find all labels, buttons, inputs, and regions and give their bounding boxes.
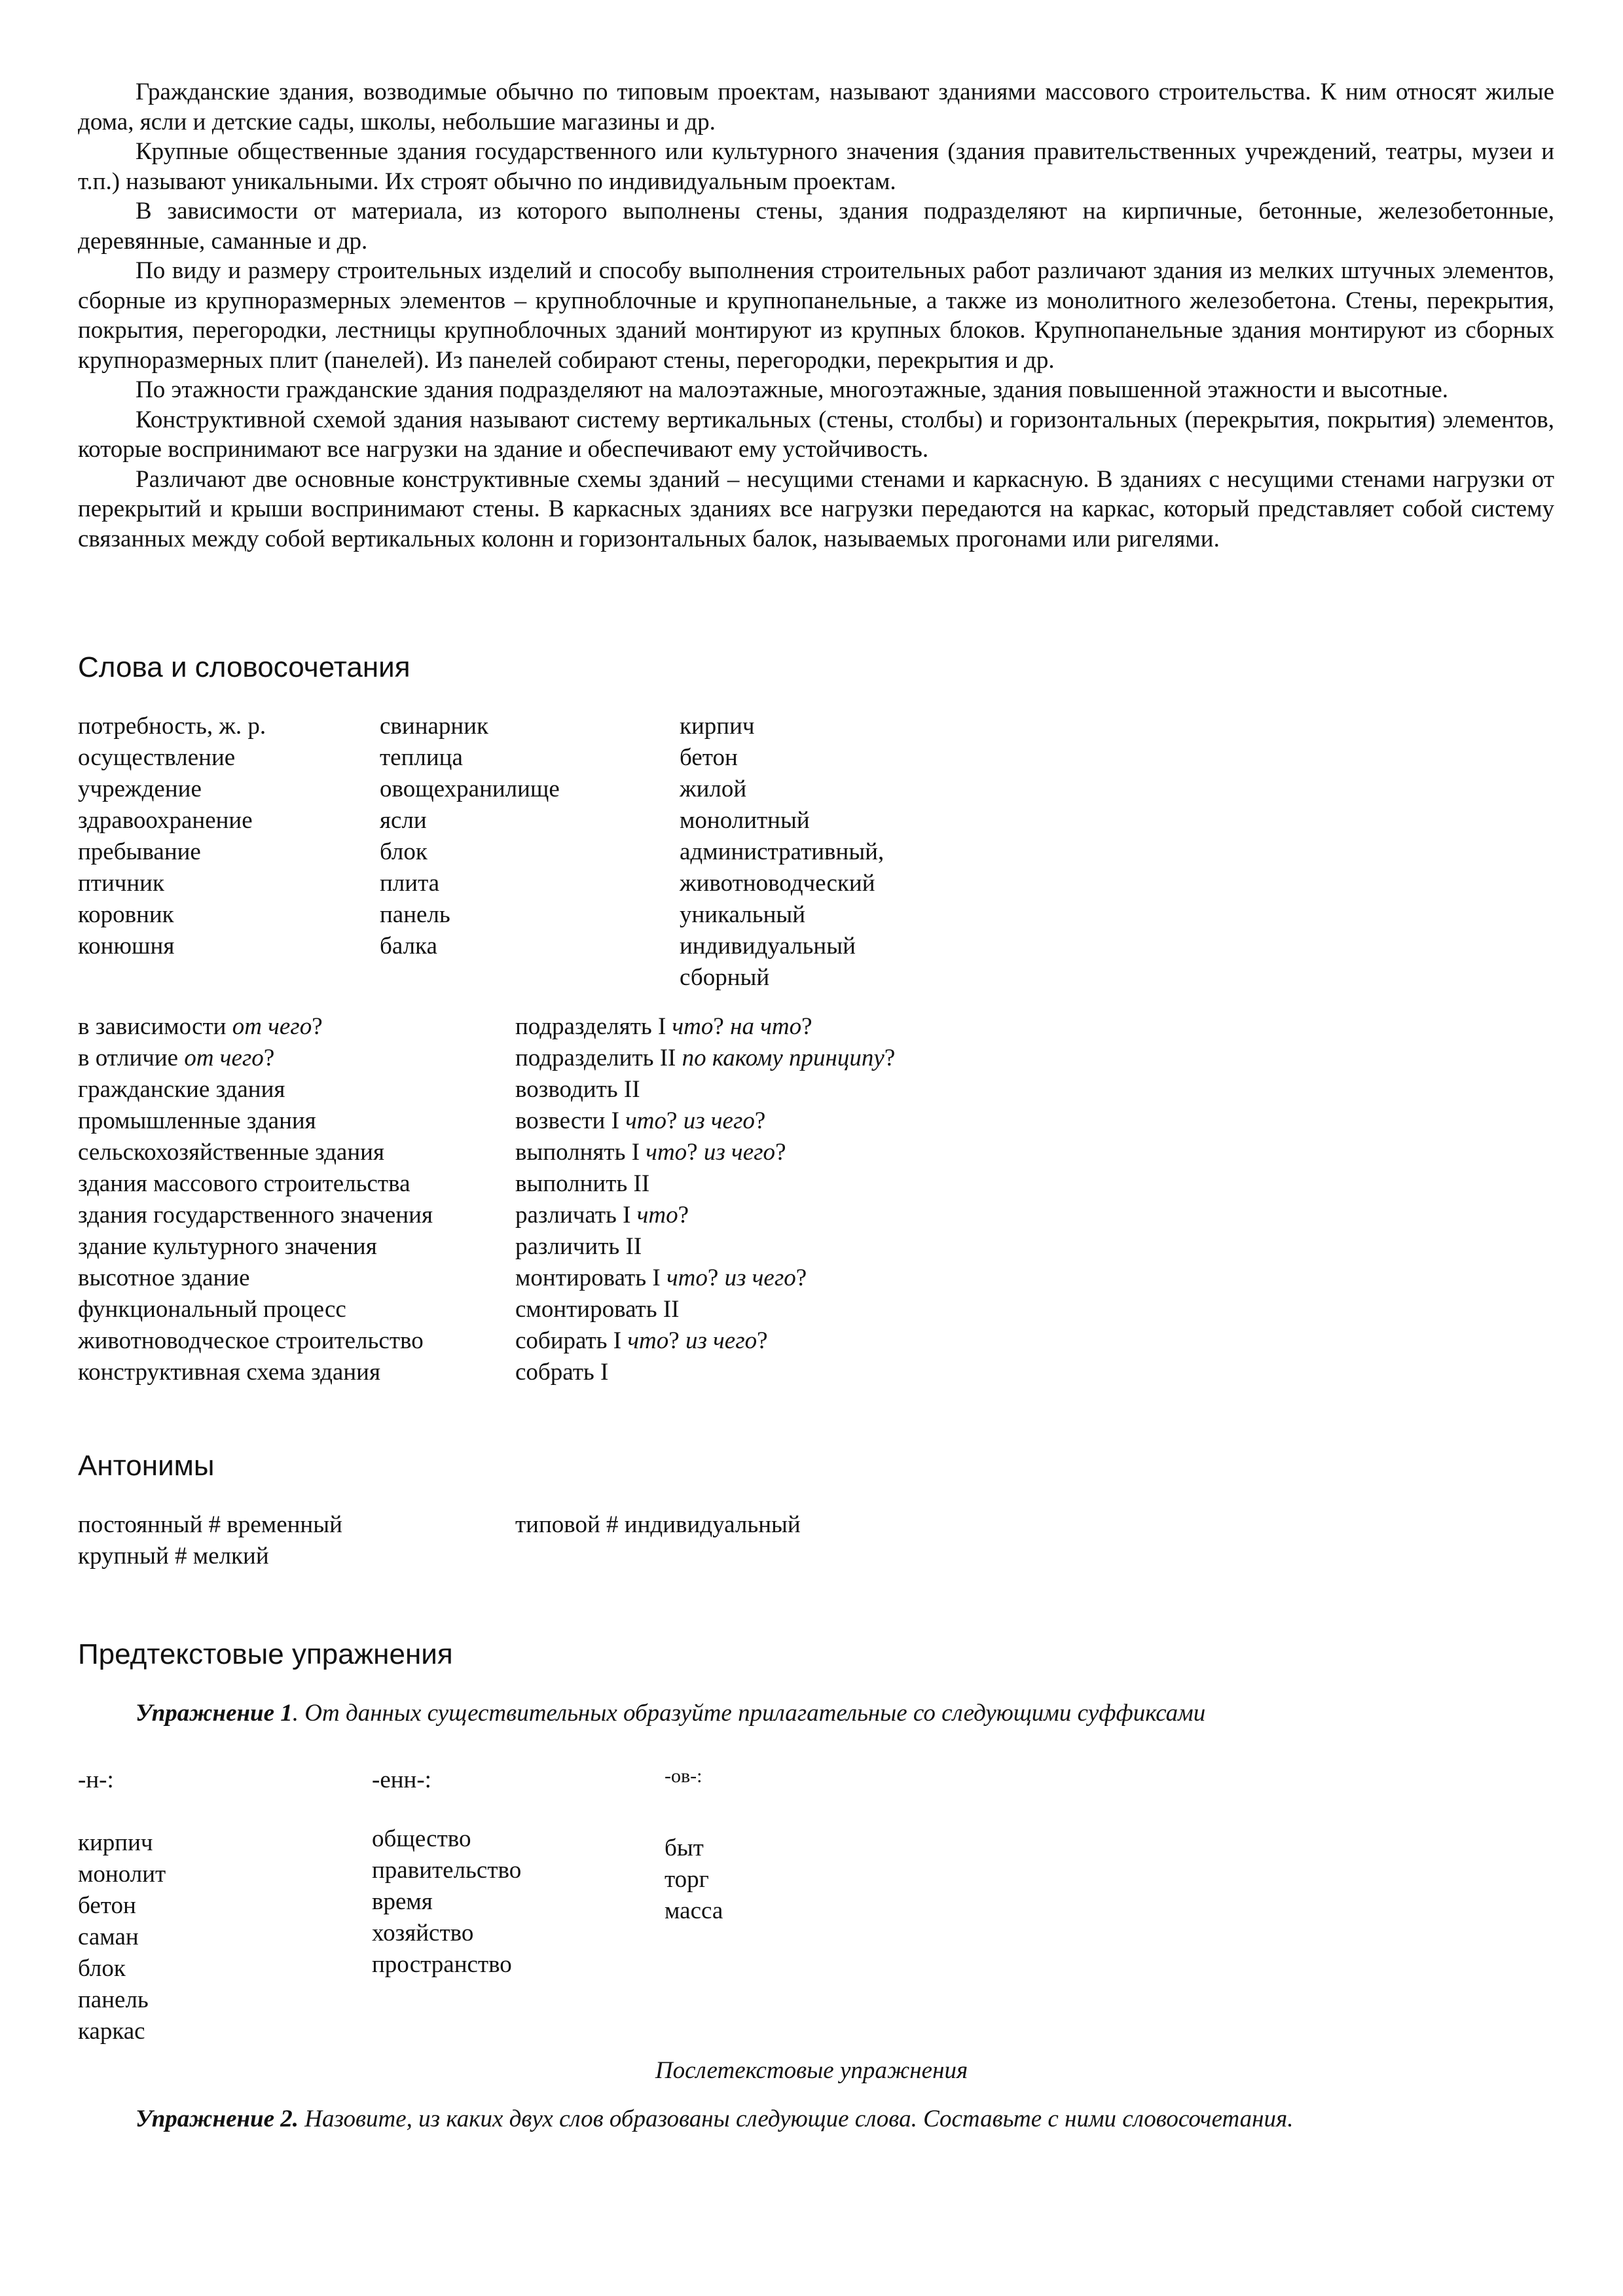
exercise-word: быт xyxy=(665,1835,704,1861)
vocab-word: пребывание xyxy=(78,838,201,865)
vocab-word: жилой xyxy=(680,776,747,802)
exercise-word: масса xyxy=(665,1897,723,1924)
verb-entry: выполнять I что? из чего? xyxy=(515,1139,786,1166)
words-n-column xyxy=(78,1827,166,2047)
vocab-word: конюшня xyxy=(78,933,175,960)
exercise-word: время xyxy=(372,1888,433,1915)
antonyms-left xyxy=(78,1509,342,1572)
vocab-word: уникальный xyxy=(680,901,806,928)
phrase: здания государственного значения xyxy=(78,1202,433,1229)
paragraph: Различают две основные конструктивные схемы зданий – несущими стенами и каркасную. В зданиях с несущими стенами нагрузки от перекрытий и крыши воспринимают стены. В каркасных зданиях все нагрузки передаются на каркас, который представляет собой систему связанных между собой вертикальных колонн и горизонтальных балок, называемых прогонами или ригелями. xyxy=(78,465,1554,552)
phrase: сельскохозяйственные здания xyxy=(78,1139,384,1166)
phrase: здания массового строительства xyxy=(78,1170,410,1197)
exercise-2-title: Упражнение 2. Назовите, из каких двух слов образованы следующие слова. Составьте с ними словосочетания. xyxy=(136,2106,1294,2132)
exercise-word: хозяйство xyxy=(372,1920,474,1946)
phrase: в отличие от чего? xyxy=(78,1045,275,1071)
verb-entry: возводить II xyxy=(515,1076,640,1103)
paragraph: Крупные общественные здания государственного или культурного значения (здания правительственных учреждений, театры, музеи и т.п.) называют уникальными. Их строят обычно по индивидуальным проектам. xyxy=(78,138,1554,195)
verb-entry: различать I что? xyxy=(515,1202,689,1229)
words-ov-column xyxy=(665,1833,723,1927)
phrase: гражданские здания xyxy=(78,1076,285,1103)
antonyms-heading: Антонимы xyxy=(78,1450,215,1482)
verb-entry: собрать I xyxy=(515,1359,609,1386)
verb-entry: смонтировать II xyxy=(515,1296,680,1323)
paragraph: Гражданские здания, возводимые обычно по типовым проектам, называют зданиями массового строительства. К ним относят жилые дома, ясли и детские сады, школы, небольшие магазины и др. xyxy=(78,79,1554,135)
verb-entry: выполнить II xyxy=(515,1170,650,1197)
suffix-ov: -ов-: xyxy=(665,1765,702,1787)
verb-entry: подразделять I что? на что? xyxy=(515,1013,812,1040)
exercise-word: торг xyxy=(665,1866,709,1893)
vocab-word: здравоохранение xyxy=(78,807,253,834)
phrases-right-column xyxy=(515,1011,895,1388)
vocab-word: осуществление xyxy=(78,744,236,771)
antonym-pair: постоянный # временный xyxy=(78,1511,342,1538)
vocab-word: бетон xyxy=(680,744,738,771)
exercise-word: панель xyxy=(78,1986,149,2013)
vocab-word: свинарник xyxy=(380,713,488,740)
exercise-word: блок xyxy=(78,1955,126,1982)
verb-entry: возвести I что? из чего? xyxy=(515,1107,766,1134)
vocab-word: плита xyxy=(380,870,440,897)
vocab-word: панель xyxy=(380,901,450,928)
antonyms-right xyxy=(515,1509,801,1541)
phrase: функциональный процесс xyxy=(78,1296,346,1323)
vocab-word: блок xyxy=(380,838,428,865)
vocab-column-2 xyxy=(380,711,560,962)
verb-entry: различить II xyxy=(515,1233,642,1260)
exercise-word: саман xyxy=(78,1924,139,1950)
pretext-heading: Предтекстовые упражнения xyxy=(78,1638,453,1670)
vocab-word: кирпич xyxy=(680,713,755,740)
verb-entry: подразделить II по какому принципу? xyxy=(515,1045,896,1071)
antonym-pair: крупный # мелкий xyxy=(78,1543,269,1570)
vocab-word: ясли xyxy=(380,807,427,834)
exercise-word: бетон xyxy=(78,1892,136,1919)
vocab-heading: Слова и словосочетания xyxy=(78,651,410,683)
exercise-word: монолит xyxy=(78,1861,166,1888)
vocab-word: коровник xyxy=(78,901,174,928)
vocab-word: теплица xyxy=(380,744,463,771)
verb-entry: монтировать I что? из чего? xyxy=(515,1265,807,1291)
vocab-word: учреждение xyxy=(78,776,202,802)
phrase: конструктивная схема здания xyxy=(78,1359,380,1386)
vocab-word: административный, xyxy=(680,838,884,865)
exercise-1-title: Упражнение 1. От данных существительных образуйте прилагательные со следующими суффиксами xyxy=(136,1700,1206,1727)
paragraph: В зависимости от материала, из которого выполнены стены, здания подразделяют на кирпичные, бетонные, железобетонные, деревянные, саманные и др. xyxy=(78,198,1554,255)
phrase: животноводческое строительство xyxy=(78,1327,424,1354)
vocab-word: потребность, ж. р. xyxy=(78,713,266,740)
posttext-heading: Послетекстовые упражнения xyxy=(655,2057,968,2084)
suffix-enn: -енн-: xyxy=(372,1767,431,1793)
phrase: высотное здание xyxy=(78,1265,250,1291)
paragraph: По этажности гражданские здания подразделяют на малоэтажные, многоэтажные, здания повышенной этажности и высотные. xyxy=(136,376,1448,403)
paragraph: По виду и размеру строительных изделий и способу выполнения строительных работ различают здания из мелких штучных элементов, сборные из крупноразмерных элементов – крупноблочные и крупнопанельные, а также из монолитного железобетона. Стены, перекрытия, покрытия, перегородки, лестницы крупноблочных зданий монтируют из крупных блоков. Крупнопанельные здания монтируют из сборных крупноразмерных плит (панелей). Из панелей собирают стены, перегородки, перекрытия и др. xyxy=(78,257,1554,374)
paragraph: Конструктивной схемой здания называют систему вертикальных (стены, столбы) и горизонтальных (перекрытия, покрытия) элементов, которые воспринимают все нагрузки на здание и обеспечивают ему устойчивость. xyxy=(78,406,1554,463)
vocab-word: монолитный xyxy=(680,807,810,834)
vocab-word: овощехранилище xyxy=(380,776,560,802)
exercise-word: пространство xyxy=(372,1951,512,1978)
vocab-word: балка xyxy=(380,933,437,960)
phrases-left-column xyxy=(78,1011,433,1388)
phrase: в зависимости от чего? xyxy=(78,1013,323,1040)
vocab-word: животноводческий xyxy=(680,870,875,897)
suffix-n: -н-: xyxy=(78,1767,114,1793)
phrase: промышленные здания xyxy=(78,1107,316,1134)
vocab-word: индивидуальный xyxy=(680,933,856,960)
exercise-word: каркас xyxy=(78,2018,145,2045)
vocab-word: птичник xyxy=(78,870,164,897)
verb-entry: собирать I что? из чего? xyxy=(515,1327,768,1354)
vocab-column-1 xyxy=(78,711,266,962)
words-enn-column xyxy=(372,1823,521,1981)
antonym-pair: типовой # индивидуальный xyxy=(515,1511,801,1538)
vocab-word: сборный xyxy=(680,964,770,991)
vocab-column-3 xyxy=(680,711,884,994)
main-text xyxy=(78,77,1554,554)
phrase: здание культурного значения xyxy=(78,1233,377,1260)
exercise-word: правительство xyxy=(372,1857,522,1884)
exercise-word: общество xyxy=(372,1825,471,1852)
exercise-word: кирпич xyxy=(78,1829,153,1856)
